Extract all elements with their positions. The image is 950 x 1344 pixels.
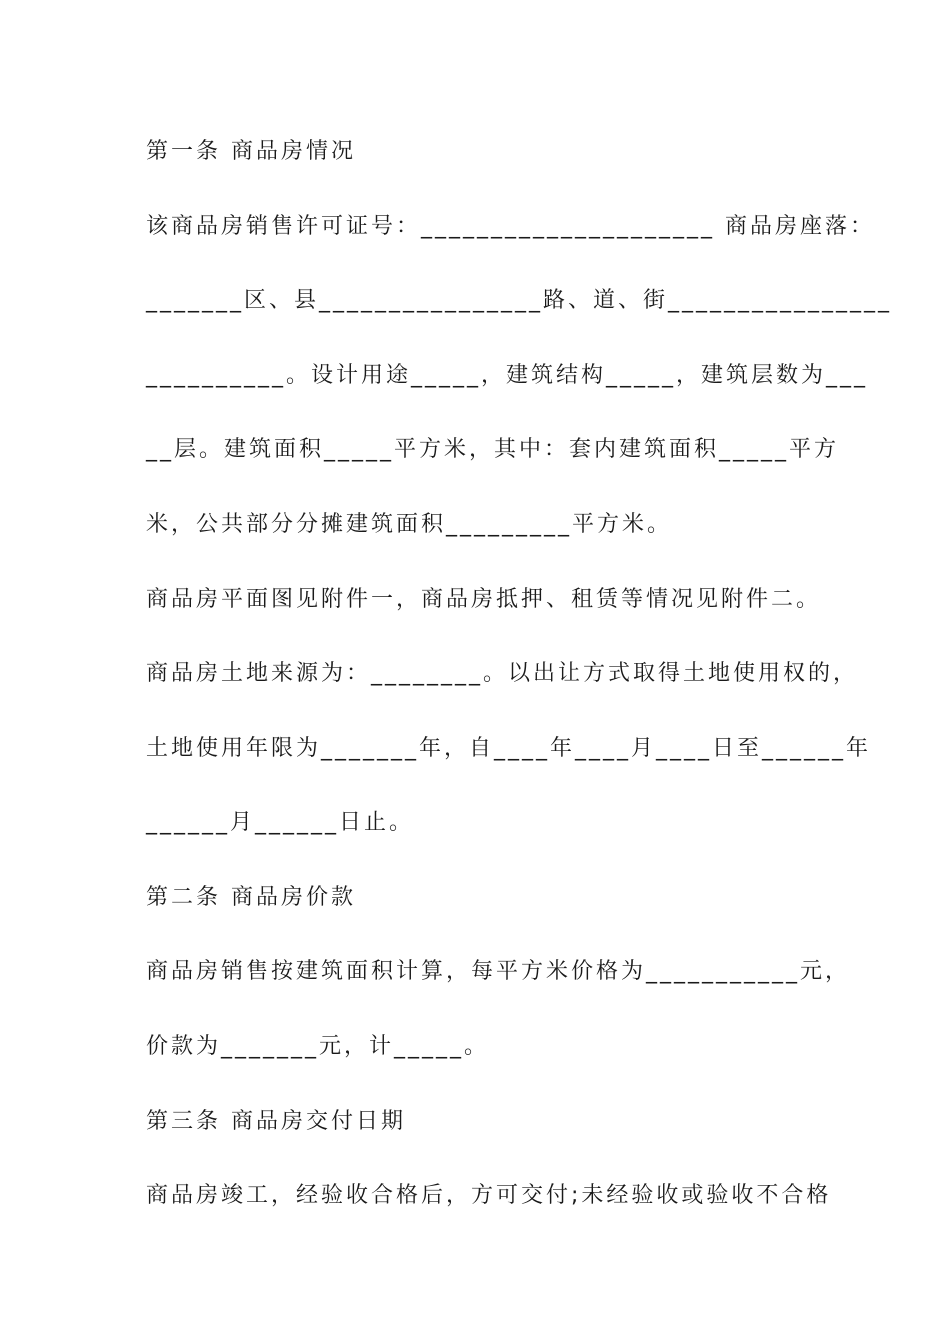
article-3-heading: 第三条 商品房交付日期 <box>146 1109 406 1134</box>
design-use-line: __________。设计用途_____，建筑结构_____，建筑层数为___ <box>146 363 869 388</box>
article-2-heading: 第二条 商品房价款 <box>146 885 356 910</box>
license-number-line: 该商品房销售许可证号：_____________________ 商品房座落： <box>146 214 875 239</box>
delivery-condition-line: 商品房竣工，经验收合格后，方可交付;未经验收或验收不合格 <box>146 1183 832 1208</box>
shared-area-line: 米，公共部分分摊建筑面积_________平方米。 <box>146 512 673 537</box>
total-price-line: 价款为_______元，计_____。 <box>146 1034 490 1059</box>
unit-price-line: 商品房销售按建筑面积计算，每平方米价格为___________元， <box>146 959 851 984</box>
floor-area-line: __层。建筑面积_____平方米，其中：套内建筑面积_____平方 <box>146 437 840 462</box>
land-term-end-line: ______月______日止。 <box>146 810 415 835</box>
location-district-line: _______区、县________________路、道、街________________ <box>146 288 893 313</box>
land-term-line: 土地使用年限为_______年，自____年____月____日至______年 <box>146 736 872 761</box>
land-source-line: 商品房土地来源为：________。以出让方式取得土地使用权的， <box>146 661 859 686</box>
attachments-line: 商品房平面图见附件一，商品房抵押、租赁等情况见附件二。 <box>146 587 822 612</box>
article-1-heading: 第一条 商品房情况 <box>146 139 356 164</box>
